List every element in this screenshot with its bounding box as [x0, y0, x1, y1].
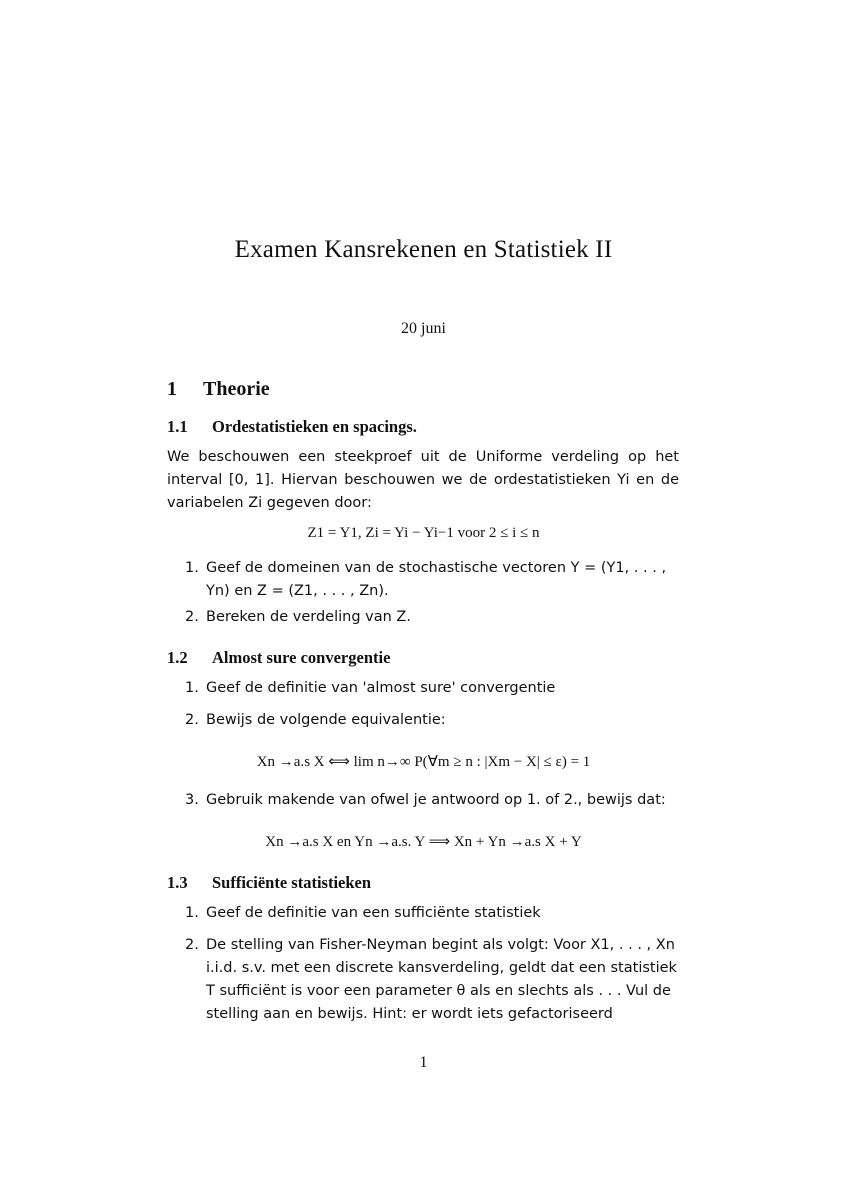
- equation-text: Xn →a.s X en Yn →a.s. Y ⟹ Xn + Yn →a.s X + Y: [265, 834, 582, 850]
- page-number: 1: [419, 1054, 428, 1071]
- equation-text: Z1 = Y1, Zi = Yi − Yi−1 voor 2 ≤ i ≤ n: [307, 525, 540, 541]
- subsection-label: Sufficiënte statistieken: [212, 873, 372, 892]
- subsection-label: Ordestatistieken en spacings.: [212, 417, 417, 436]
- sum-convergence-equation: [0, 832, 847, 851]
- subsection-heading-sufficiente: [167, 873, 371, 893]
- section-heading-theorie: [167, 378, 270, 401]
- subsection-number: 1.3: [167, 873, 188, 892]
- item-number: 1.: [185, 905, 199, 921]
- equivalence-equation: [0, 752, 847, 771]
- item-number: 1.: [185, 680, 199, 696]
- list-item: [185, 709, 680, 732]
- subsection-label: Almost sure convergentie: [212, 648, 391, 667]
- item-text: Bewijs de volgende equivalentie:: [206, 712, 446, 728]
- document-date: 20 juni: [401, 320, 446, 337]
- section-number: 1: [167, 378, 177, 400]
- item-text: Geef de definitie van een sufficiënte statistiek: [206, 905, 541, 921]
- subsection-heading-ordestatistieken: [167, 417, 417, 437]
- intro-text: We beschouwen een steekproef uit de Uniforme verdeling op het interval [0, 1]. Hiervan beschouwen we de ordestatistieken Yi en de variabelen Zi gegeven door:: [167, 449, 679, 511]
- item-text: Gebruik makende van ofwel je antwoord op 1. of 2., bewijs dat:: [206, 792, 666, 808]
- intro-paragraph: [167, 446, 679, 515]
- list-item: [185, 902, 680, 925]
- item-number: 2.: [185, 609, 199, 625]
- list-item: [185, 934, 680, 1026]
- subsection-heading-almost-sure: [167, 648, 390, 668]
- section-label: Theorie: [203, 378, 270, 400]
- item-number: 3.: [185, 792, 199, 808]
- item-text: Geef de definitie van 'almost sure' convergentie: [206, 680, 556, 696]
- item-number: 2.: [185, 937, 199, 953]
- subsection-number: 1.2: [167, 648, 188, 667]
- item-number: 1.: [185, 560, 199, 576]
- item-text: De stelling van Fisher-Neyman begint als volgt: Voor X1, . . . , Xn i.i.d. s.v. met een discrete kansverdeling, geldt dat een statistiek T sufficiënt is voor een parameter θ als en slechts als . . . Vul de stelling aan en bewijs. Hint: er wordt iets gefactoriseerd: [206, 937, 677, 1022]
- subsection-number: 1.1: [167, 417, 188, 436]
- list-item: [185, 677, 680, 700]
- list-item: [185, 557, 680, 603]
- equation-text: Xn →a.s X ⟺ lim n→∞ P(∀m ≥ n : |Xm − X| ≤ ε) = 1: [256, 754, 591, 770]
- item-text: Geef de domeinen van de stochastische vectoren Y = (Y1, . . . , Yn) en Z = (Z1, . . . , Zn).: [206, 560, 667, 599]
- spacing-equation: [0, 525, 847, 542]
- item-text: Bereken de verdeling van Z.: [206, 609, 411, 625]
- list-item: [185, 606, 680, 629]
- list-item: [185, 789, 680, 812]
- item-number: 2.: [185, 712, 199, 728]
- document-title: Examen Kansrekenen en Statistiek II: [234, 236, 613, 263]
